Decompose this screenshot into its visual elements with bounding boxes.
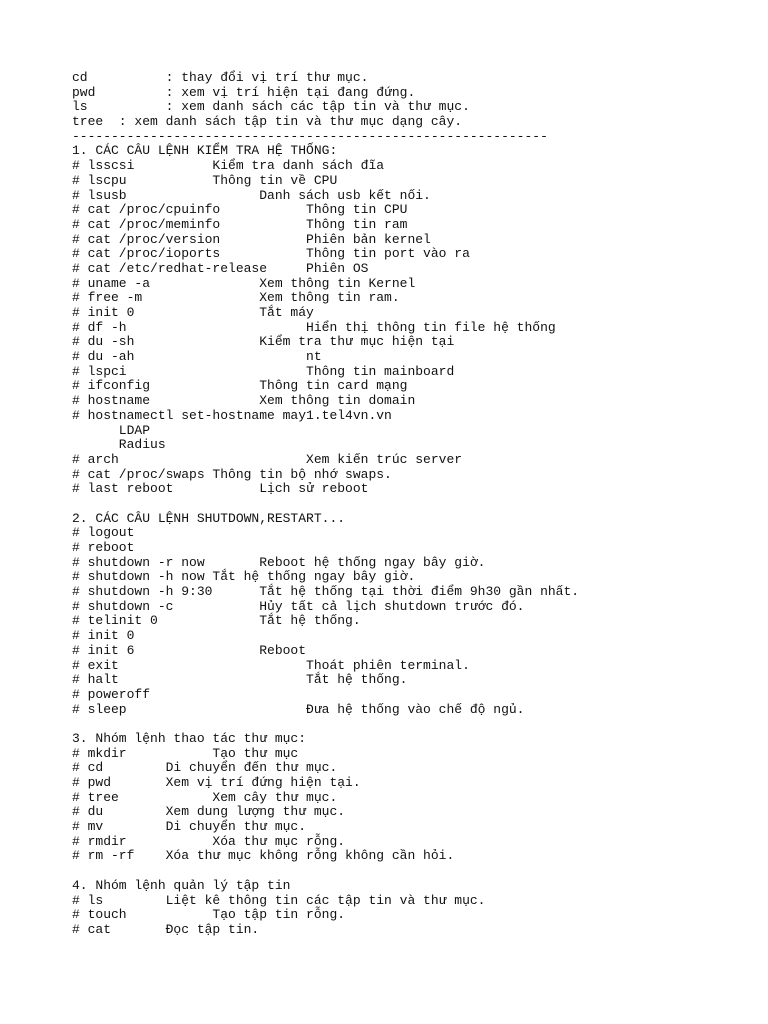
text-line: # halt Tắt hệ thống. — [72, 672, 408, 688]
text-line: # rm -rf Xóa thư mục không rỗng không cần hỏi. — [72, 848, 455, 864]
text-line: # du -ah nt — [72, 349, 322, 365]
text-line: # touch Tạo tập tin rỗng. — [72, 907, 346, 923]
text-line: # init 0 Tắt máy — [72, 305, 314, 320]
text-line: ------------------------------------------------------------- — [72, 128, 548, 144]
text-line: 3. Nhóm lệnh thao tác thư mục: — [72, 730, 307, 746]
text-line: # uname -a Xem thông tin Kernel — [72, 275, 416, 291]
text-line: # shutdown -r now Reboot hệ thống ngay bây giờ. — [72, 554, 486, 570]
text-line: # tree Xem cây thư mục. — [72, 789, 338, 805]
text-line: # du -sh Kiểm tra thư mục hiện tại — [72, 334, 455, 350]
document-page — [72, 71, 762, 938]
text-line: # free -m Xem thông tin ram. — [72, 290, 400, 306]
text-line: # cd Di chuyển đến thư mục. — [72, 760, 338, 776]
text-line: 4. Nhóm lệnh quản lý tập tin — [72, 877, 291, 893]
text-line: # hostnamectl set-hostname may1.tel4vn.vn — [72, 407, 392, 423]
text-line: # cat /etc/redhat-release Phiên OS — [72, 260, 369, 276]
text-line: # pwd Xem vị trí đứng hiện tại. — [72, 775, 361, 790]
text-line: # df -h Hiển thị thông tin file hệ thống — [72, 319, 556, 335]
text-line: # telinit 0 Tắt hệ thống. — [72, 613, 361, 629]
text-line — [72, 497, 762, 512]
text-line: # shutdown -c Hủy tất cả lịch shutdown trước đó. — [72, 598, 525, 614]
text-line: # du Xem dung lượng thư mục. — [72, 804, 346, 820]
text-line: LDAP — [72, 422, 151, 438]
text-line: # shutdown -h now Tắt hệ thống ngay bây giờ. — [72, 569, 416, 585]
text-line: tree : xem danh sách tập tin và thư mục dạng cây. — [72, 114, 463, 130]
text-line: ls : xem danh sách các tập tin và thư mục. — [72, 99, 470, 115]
text-line: # cat Đọc tập tin. — [72, 921, 260, 937]
text-line: # init 0 — [72, 628, 135, 644]
text-line: # last reboot Lịch sử reboot — [72, 481, 369, 497]
text-line: # cat /proc/version Phiên bản kernel — [72, 231, 431, 247]
text-line: # lspci Thông tin mainboard — [72, 363, 455, 379]
text-line: # hostname Xem thông tin domain — [72, 393, 416, 409]
text-line: # arch Xem kiến trúc server — [72, 451, 463, 467]
text-line: # ifconfig Thông tin card mạng — [72, 378, 408, 394]
text-line: # reboot — [72, 540, 135, 555]
text-line — [72, 864, 762, 879]
text-line: 2. CÁC CÂU LỆNH SHUTDOWN,RESTART... — [72, 510, 346, 526]
text-line: # mv Di chuyển thư mục. — [72, 819, 307, 835]
text-line: # rmdir Xóa thư mục rỗng. — [72, 833, 346, 849]
text-line: # logout — [72, 525, 135, 541]
text-line: # lscpu Thông tin về CPU — [72, 172, 338, 188]
text-line: # cat /proc/ioports Thông tin port vào ra — [72, 246, 470, 262]
text-line: # init 6 Reboot — [72, 642, 307, 658]
text-line: # cat /proc/meminfo Thông tin ram — [72, 216, 408, 232]
text-line — [72, 717, 762, 732]
text-line: # exit Thoát phiên terminal. — [72, 657, 470, 673]
text-line: # cat /proc/swaps Thông tin bộ nhớ swaps. — [72, 466, 392, 482]
text-line: # poweroff — [72, 686, 151, 702]
text-line: # lsscsi Kiểm tra danh sách đĩa — [72, 158, 385, 174]
text-line: # shutdown -h 9:30 Tắt hệ thống tại thời điểm 9h30 gần nhất. — [72, 584, 580, 600]
text-line: # lsusb Danh sách usb kết nối. — [72, 187, 431, 203]
text-line: pwd : xem vị trí hiện tại đang đứng. — [72, 84, 416, 100]
text-line: cd : thay đổi vị trí thư mục. — [72, 70, 369, 85]
text-line: # mkdir Tạo thư mục — [72, 745, 299, 761]
text-line: # sleep Đưa hệ thống vào chế độ ngủ. — [72, 701, 525, 717]
text-line: Radius — [72, 437, 166, 453]
text-line: # cat /proc/cpuinfo Thông tin CPU — [72, 202, 408, 218]
text-line: # ls Liệt kê thông tin các tập tin và thư mục. — [72, 892, 486, 908]
text-line: 1. CÁC CÂU LỆNH KIỂM TRA HỆ THỐNG: — [72, 143, 338, 159]
